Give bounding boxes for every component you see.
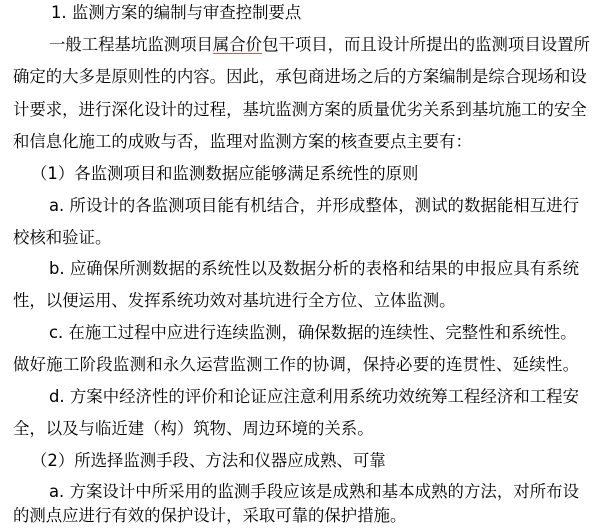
underlined-phrase: 属合价	[212, 35, 263, 54]
subsection-heading: （2）所选择监测手段、方法和仪器应成熟、可靠	[31, 451, 386, 470]
section-heading: 1. 监测方案的编制与审查控制要点	[51, 3, 302, 22]
list-item-line: a. 所设计的各监测项目能有机结合，并形成整体，测试的数据能相互进行	[49, 196, 579, 215]
text-segment: 包干项目，而且设计所提出的监测项目设置所	[262, 35, 590, 54]
list-item-line: a. 方案设计中所采用的监测手段应该是成熟和基本成熟的方法，对所布设	[49, 482, 579, 501]
paragraph-line: 确定的大多是原则性的内容。因此，承包商进场之后的方案编制是综合现场和设	[13, 67, 587, 86]
list-item-line: 的测点应进行有效的保护设计，采取可靠的保护措施。	[13, 506, 407, 525]
list-item-line: b. 应确保所测数据的系统性以及数据分析的表格和结果的申报应具有系统	[49, 259, 579, 278]
paragraph-line: 计要求，进行深化设计的过程，基坑监测方案的质量优劣关系到基坑施工的安全	[13, 100, 587, 119]
paragraph-line: 和信息化施工的成败与否，监理对监测方案的核查要点主要有：	[13, 132, 472, 151]
subsection-heading: （1）各监测项目和监测数据应能够满足系统性的原则	[31, 164, 419, 183]
list-item-line: 全，以及与临近建（构）筑物、周边环境的关系。	[13, 419, 374, 438]
list-item-line: d. 方案中经济性的评价和论证应注意利用系统功效统筹工程经济和工程安	[49, 387, 579, 406]
list-item-line: 校核和验证。	[13, 228, 112, 247]
list-item-line: 性，以便运用、发挥系统功效对基坑进行全方位、立体监测。	[13, 291, 456, 310]
paragraph-line	[49, 32, 590, 58]
text-segment: 一般工程基坑监测项目	[49, 35, 213, 54]
list-item-line: 做好施工阶段监测和永久运营监测工作的协调，保持必要的连贯性、延续性。	[13, 355, 579, 374]
list-item-line: c. 在施工过程中应进行连续监测，确保数据的连续性、完整性和系统性。	[49, 323, 577, 342]
